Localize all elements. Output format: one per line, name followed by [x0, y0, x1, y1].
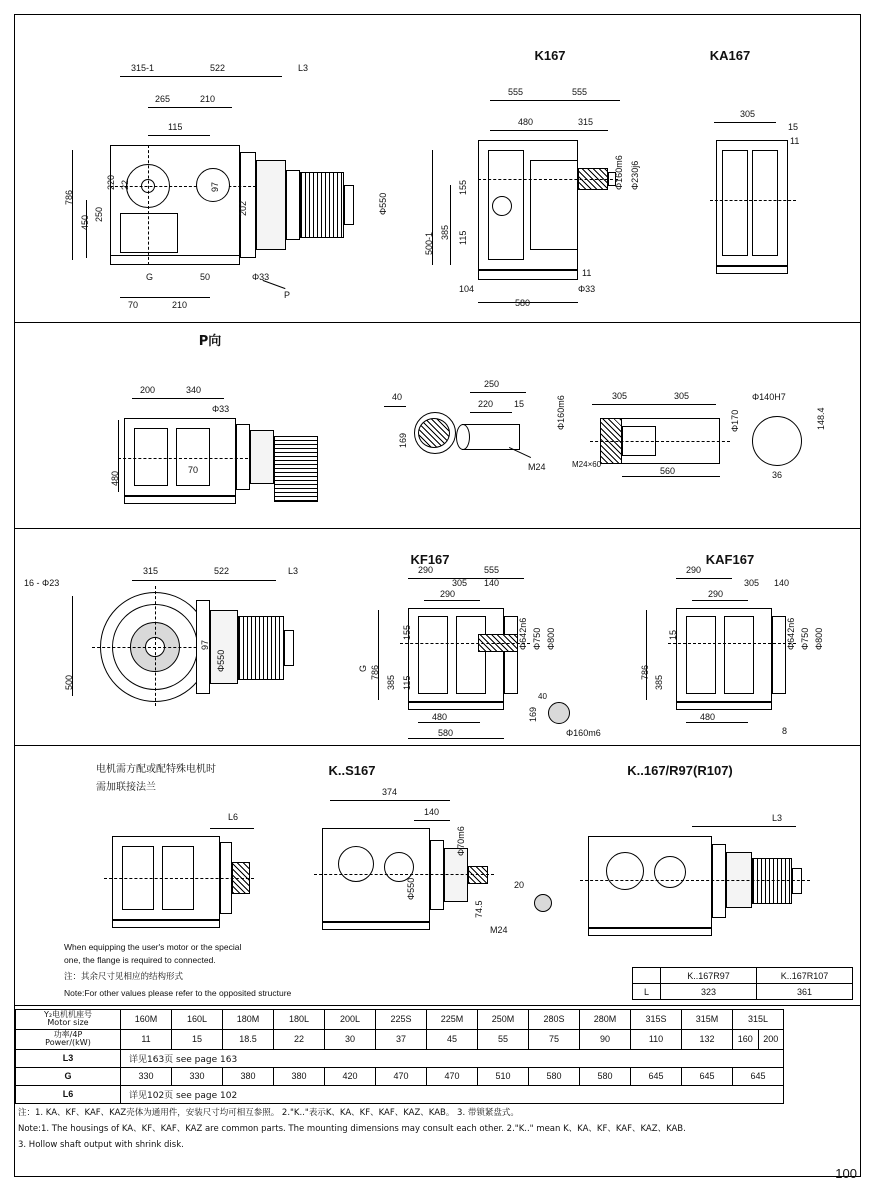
footnote-line-2: Note:1. The housings of KA、KF、KAF、KAZ are common parts. The mounting dimensions may consult each other. 2."K.." mean K、KA、KF、KAF、KAZ、KAB.: [18, 1124, 686, 1134]
note-en-3: Note:For other values please refer to the opposited structure: [64, 988, 292, 998]
table-row-g: [16, 1067, 784, 1085]
dim-line: [154, 297, 210, 298]
dim-label: L3: [288, 566, 299, 576]
dim-label: 36: [772, 470, 783, 480]
page-number: 100: [835, 1166, 857, 1181]
dim-label: 480: [700, 712, 716, 722]
p-view-rib-2: [176, 428, 210, 486]
dim-line: [148, 135, 210, 136]
dim-line: [72, 150, 73, 260]
cell: 470: [427, 1067, 478, 1085]
dim-label: 250: [94, 206, 104, 222]
dim-label: 522: [214, 566, 230, 576]
cell: 380: [274, 1067, 325, 1085]
l-table-header-r107: K..167R107: [757, 968, 853, 984]
dim-label: L3: [298, 63, 309, 73]
title-ks167: K..S167: [328, 763, 376, 778]
dim-label: 480: [110, 470, 120, 486]
shaft-side-view: [462, 424, 520, 450]
dim-label: 16 - Φ23: [24, 578, 60, 588]
kf167-centerline-v: [155, 586, 156, 706]
footnote-line-1: 注：1. KA、KF、KAF、KAZ壳体为通用件，安装尺寸均可相互参照。 2."K.."表示K、KA、KF、KAF、KAZ、KAB。 3. 带锁紧盘式。: [18, 1108, 519, 1118]
dim-label: Φ70m6: [456, 826, 466, 856]
dim-label: 305: [674, 391, 690, 401]
kaf167-foot: [676, 702, 772, 710]
cell: 200: [758, 1029, 784, 1049]
ks167-shaft-section: [534, 894, 552, 912]
dim-label: 305: [740, 109, 756, 119]
ks167-mid-foot: [322, 922, 430, 930]
k167-motor-fan-cover: [344, 185, 354, 225]
cell: 250M: [478, 1010, 529, 1030]
title-ka167: KA167: [709, 48, 751, 63]
dim-line: [330, 800, 450, 801]
dim-label: 20: [514, 880, 525, 890]
dim-line: [132, 398, 176, 399]
dim-label: 480: [432, 712, 448, 722]
p-view-flange: [236, 424, 250, 490]
dim-label: 340: [186, 385, 202, 395]
dim-label: Φ550: [378, 192, 388, 215]
dim-label: Φ160m6: [566, 728, 601, 738]
dim-label: 290: [440, 589, 456, 599]
dim-label: Φ550: [216, 649, 226, 672]
dim-label: 22: [120, 179, 130, 190]
note-cn-2: 需加联接法兰: [96, 782, 156, 793]
ka167-centerline: [710, 200, 796, 201]
dim-label: 210: [200, 94, 216, 104]
dim-label: Φ642n6: [518, 617, 528, 650]
dim-line: [470, 412, 512, 413]
dim-line: [384, 406, 406, 407]
kaf167-flange: [772, 616, 786, 694]
dim-label: 560: [660, 466, 676, 476]
table-row-power: [16, 1029, 784, 1049]
dim-label: Φ800: [546, 627, 556, 650]
l-table: [632, 967, 853, 1000]
cell: 280S: [529, 1010, 580, 1030]
k167-front-foot: [478, 270, 578, 280]
cell: 180M: [223, 1010, 274, 1030]
dim-label: 786: [64, 189, 74, 205]
cell: 645: [682, 1067, 733, 1085]
dim-label: 97: [200, 639, 210, 650]
dim-line: [692, 600, 748, 601]
l-table-value-r97: 323: [661, 984, 757, 1000]
dim-label: Φ642n6: [786, 617, 796, 650]
dim-label: 220: [478, 399, 494, 409]
ka167-rib-2: [752, 150, 778, 256]
cell: 580: [529, 1067, 580, 1085]
cell: 315M: [682, 1010, 733, 1030]
kf167-front-flange: [504, 616, 518, 694]
dim-line: [192, 580, 276, 581]
l-table-value-r107: 361: [757, 984, 853, 1000]
dim-label: Φ750: [800, 627, 810, 650]
dim-label: 169: [398, 432, 408, 448]
dim-label: 115: [402, 675, 412, 690]
dim-label: 15: [788, 122, 799, 132]
dim-label: 50: [200, 272, 211, 282]
kaf167-rib-2: [724, 616, 754, 694]
section-divider-1: [15, 322, 860, 323]
shaft-round-end: [456, 424, 470, 450]
cell-l6-reference: 详见102页 see page 102: [121, 1085, 784, 1103]
l-table-row-label: L: [633, 984, 661, 1000]
dim-label: 15: [514, 399, 525, 409]
dim-line: [414, 820, 450, 821]
ks167-left-foot: [112, 920, 220, 928]
dim-label: 74.5: [474, 900, 484, 918]
dim-label: 555: [484, 565, 500, 575]
dim-label: 522: [210, 63, 226, 73]
cell: 22: [274, 1029, 325, 1049]
dim-label: L3: [772, 813, 783, 823]
dim-line: [120, 297, 154, 298]
dim-line: [740, 826, 796, 827]
dim-label: Φ140H7: [752, 392, 786, 402]
dim-label: 786: [640, 664, 650, 680]
ks167-mid-flange: [430, 840, 444, 910]
dim-label: 265: [155, 94, 171, 104]
dim-label: 97: [210, 181, 220, 192]
dim-label: 290: [708, 589, 724, 599]
cell: 645: [631, 1067, 682, 1085]
cell: 11: [121, 1029, 172, 1049]
dim-label: 104: [459, 284, 475, 294]
dim-line: [86, 200, 87, 258]
dim-label: 305: [452, 578, 468, 588]
cell: 645: [733, 1067, 784, 1085]
dim-label: 480: [518, 117, 534, 127]
dim-line: [470, 392, 526, 393]
k167-motor-body: [300, 172, 344, 238]
note-en-2: one, the flange is required to connected.: [64, 955, 216, 965]
dim-line: [450, 185, 451, 265]
row-label-en: Motor size: [47, 1018, 89, 1028]
dim-label: 315: [143, 566, 159, 576]
dim-line: [622, 476, 720, 477]
k167-centerline-v: [148, 145, 149, 265]
dim-line: [118, 420, 119, 492]
dim-label: 315-1: [131, 63, 155, 73]
k167-centerline-h: [110, 186, 256, 187]
table-row-l3: [16, 1049, 784, 1067]
kf167-adapter: [210, 610, 238, 684]
shaft-section-hatch: [418, 418, 450, 448]
ka167-foot: [716, 266, 788, 274]
cell: 330: [121, 1067, 172, 1085]
ka167-rib-1: [722, 150, 748, 256]
dim-label: 374: [382, 787, 398, 797]
dim-label: 148.4: [816, 407, 826, 430]
hollow-shaft-centerline: [590, 441, 730, 442]
dim-label: 250: [484, 379, 500, 389]
row-label-l3: L3: [16, 1049, 121, 1067]
dim-label: 169: [528, 706, 538, 722]
cell: 420: [325, 1067, 376, 1085]
kaf167-centerline: [668, 643, 796, 644]
dim-line: [654, 404, 716, 405]
dim-label: L6: [228, 812, 239, 822]
dim-line: [190, 107, 232, 108]
dim-line: [176, 398, 224, 399]
ks167-left-centerline: [104, 878, 254, 879]
k167-motor-flange: [286, 170, 300, 240]
dim-label: G: [358, 664, 368, 672]
cell: 330: [172, 1067, 223, 1085]
dim-label: 70: [188, 465, 199, 475]
cell: 132: [682, 1029, 733, 1049]
dim-label: Φ33: [252, 272, 270, 282]
cell: 315S: [631, 1010, 682, 1030]
r97-centerline: [580, 880, 810, 881]
r97-fan-cover: [792, 868, 802, 894]
dim-line: [408, 738, 504, 739]
ks167-mid-centerline: [314, 874, 494, 875]
row-label-l6: L6: [16, 1085, 121, 1103]
dim-line: [714, 122, 776, 123]
dim-label: 385: [386, 674, 396, 690]
cell: 280M: [580, 1010, 631, 1030]
k167-front-centerline: [478, 179, 618, 180]
cell: 225M: [427, 1010, 478, 1030]
dim-label: 15: [668, 629, 678, 640]
table-row: [633, 968, 853, 984]
dim-label: Φ160m6: [556, 395, 566, 430]
cell-l3-reference: 详见163页 see page 163: [121, 1049, 784, 1067]
dim-label: 450: [80, 214, 90, 230]
r97-bore-1: [606, 852, 644, 890]
dim-label: 290: [418, 565, 434, 575]
row-label-cn: Y₂电机机座号: [43, 1010, 93, 1019]
l-table-header-r97: K..167R97: [661, 968, 757, 984]
dim-line: [190, 76, 282, 77]
dim-label: 385: [440, 224, 450, 240]
section-divider-2: [15, 528, 860, 529]
dim-line: [120, 76, 190, 77]
kf167-front-foot: [408, 702, 504, 710]
l-table-corner: [633, 968, 661, 984]
dim-label: 315: [578, 117, 594, 127]
k167-base-line: [110, 255, 240, 256]
section-divider-3: [15, 745, 860, 746]
title-p-view: P向: [198, 334, 222, 349]
ks167-mid-shaft: [468, 866, 488, 884]
kaf167-rib-1: [686, 616, 716, 694]
dim-line: [418, 722, 480, 723]
r97-foot: [588, 928, 712, 936]
dim-label: 115: [458, 230, 468, 245]
dim-label: 40: [392, 392, 403, 402]
dim-label: Φ230j6: [630, 160, 640, 190]
row-label-motor-size: [16, 1010, 121, 1030]
kf167-shaft-section: [548, 702, 570, 724]
note-cn-1: 电机需方配或配特殊电机时: [96, 764, 216, 775]
dim-label: 580: [438, 728, 454, 738]
dim-label: 70: [128, 300, 139, 310]
dim-label: 290: [686, 565, 702, 575]
cell: 200L: [325, 1010, 376, 1030]
dim-label: M24: [490, 925, 508, 935]
dim-label: 220: [106, 174, 116, 190]
ks167-mid-adapter: [444, 848, 468, 902]
p-view-foot: [124, 496, 236, 504]
dim-line: [555, 100, 620, 101]
dim-label: 385: [654, 674, 664, 690]
dim-label: 555: [572, 87, 588, 97]
p-view-centerline: [118, 458, 248, 459]
k167-front-cover: [530, 160, 578, 250]
dim-label: 155: [458, 179, 468, 195]
dim-line: [378, 610, 379, 700]
row-label-cn: 功率/4P: [53, 1029, 83, 1039]
dim-line: [676, 578, 732, 579]
dimension-table: [15, 1009, 784, 1104]
dim-label-P: P: [284, 290, 291, 300]
kf167-front-centerline: [400, 643, 530, 644]
r97-flange: [712, 844, 726, 918]
dim-line: [592, 404, 654, 405]
r97-housing: [588, 836, 712, 928]
dim-line: [490, 100, 555, 101]
cell: 180L: [274, 1010, 325, 1030]
cell: 225S: [376, 1010, 427, 1030]
dim-line: [424, 600, 480, 601]
cell: 380: [223, 1067, 274, 1085]
cell: 160: [733, 1029, 759, 1049]
dim-label: 155: [402, 624, 412, 640]
dim-label: G: [146, 272, 154, 282]
cell: 18.5: [223, 1029, 274, 1049]
dim-line: [72, 596, 73, 696]
dim-line: [686, 722, 748, 723]
dim-line: [646, 610, 647, 700]
dim-line: [490, 130, 566, 131]
dim-label: 8: [782, 726, 788, 736]
table-row: [633, 984, 853, 1000]
dim-label: Φ33: [212, 404, 230, 414]
cell: 510: [478, 1067, 529, 1085]
dim-label: M24: [528, 462, 546, 472]
p-view-adapter: [250, 430, 274, 484]
cell: 90: [580, 1029, 631, 1049]
row-label-g: G: [16, 1067, 121, 1085]
dim-line: [566, 130, 608, 131]
dim-label: Φ800: [814, 627, 824, 650]
dim-label: 140: [424, 807, 440, 817]
dim-line: [692, 826, 740, 827]
section-divider-4: [15, 1005, 860, 1006]
table-row-motor-size: [16, 1010, 784, 1030]
dim-label: 305: [744, 578, 760, 588]
hollow-shaft-end-circle: [752, 416, 802, 466]
dim-label: 500: [64, 674, 74, 690]
cell: 580: [580, 1067, 631, 1085]
k167-front-bolt: [492, 196, 512, 216]
kf167-front-rib-1: [418, 616, 448, 694]
table-row-l6: [16, 1085, 784, 1103]
dim-label: 140: [774, 578, 790, 588]
row-label-power: [16, 1029, 121, 1049]
dim-label: 11: [790, 136, 800, 146]
title-k167-r97: K..167/R97(R107): [627, 763, 733, 778]
title-kaf167: KAF167: [705, 552, 755, 567]
dim-line: [148, 107, 190, 108]
dim-label: 305: [612, 391, 628, 401]
r97-motor: [752, 858, 792, 904]
cell: 470: [376, 1067, 427, 1085]
kf167-fan-cover: [284, 630, 294, 666]
dim-label: 40: [538, 692, 547, 701]
k167-foot-block: [120, 213, 178, 253]
cell: 30: [325, 1029, 376, 1049]
dim-label: 200: [140, 385, 156, 395]
dim-label: 786: [370, 664, 380, 680]
dim-line: [132, 580, 192, 581]
p-view-motor: [274, 436, 318, 502]
dim-line: [210, 828, 254, 829]
dim-label: Φ160m6: [614, 155, 624, 190]
dim-label: Φ750: [532, 627, 542, 650]
title-kf167: KF167: [410, 552, 450, 567]
p-view-rib-1: [134, 428, 168, 486]
title-k167: K167: [534, 48, 566, 63]
cell: 15: [172, 1029, 223, 1049]
cell: 45: [427, 1029, 478, 1049]
dim-label: 115: [168, 122, 183, 132]
cell: 110: [631, 1029, 682, 1049]
note-cn-3: 注：其余尺寸见相应的结构形式: [64, 972, 184, 982]
dim-label: 202: [238, 200, 248, 216]
cell: 160L: [172, 1010, 223, 1030]
dim-label: Φ33: [578, 284, 596, 294]
k167-adapter: [256, 160, 286, 250]
dim-line: [432, 150, 433, 265]
dim-label: 11: [582, 268, 592, 278]
cell: 37: [376, 1029, 427, 1049]
dim-label: 555: [508, 87, 524, 97]
dim-label: 210: [172, 300, 188, 310]
cell: 160M: [121, 1010, 172, 1030]
footnote-line-3: 3. Hollow shaft output with shrink disk.: [18, 1140, 184, 1150]
row-label-en: Power/(kW): [45, 1038, 91, 1048]
cell: 55: [478, 1029, 529, 1049]
r97-bore-2: [654, 856, 686, 888]
kf167-front-rib-2: [456, 616, 486, 694]
ks167-mid-bore-1: [338, 846, 374, 882]
note-en-1: When equipping the user's motor or the special: [64, 942, 242, 952]
cell: 315L: [733, 1010, 784, 1030]
dim-label: 140: [484, 578, 500, 588]
dim-label: Φ550: [406, 877, 416, 900]
ks167-mid-housing: [322, 828, 430, 922]
dim-label: M24×60: [572, 460, 602, 469]
dim-label: 500-1: [424, 231, 434, 255]
cell: 75: [529, 1029, 580, 1049]
dim-label: 580: [515, 298, 531, 308]
kf167-motor: [238, 616, 284, 680]
dim-label: Φ170: [730, 409, 740, 432]
